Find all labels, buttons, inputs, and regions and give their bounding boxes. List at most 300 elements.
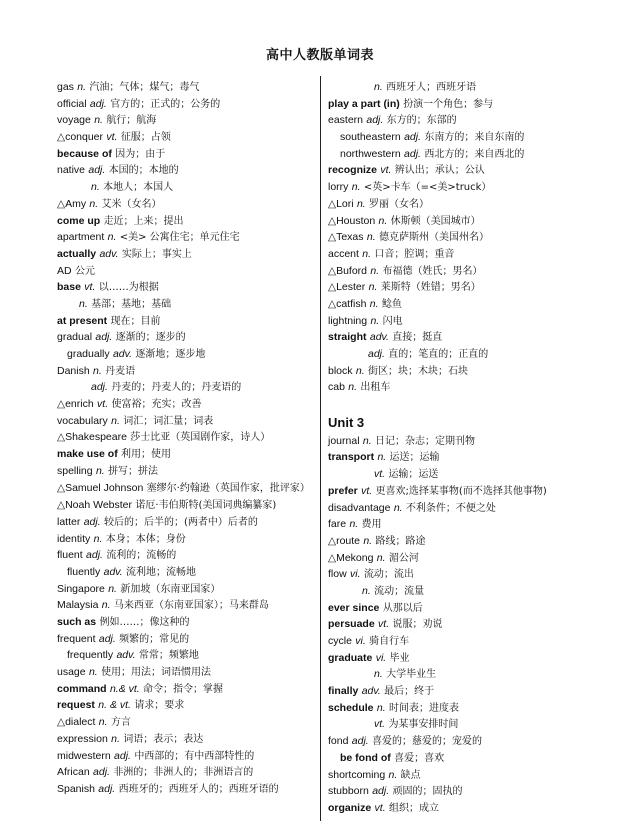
- definition: 官方的；正式的；公务的: [110, 98, 221, 110]
- part-of-speech: n.: [348, 381, 358, 394]
- headword: usage: [57, 666, 86, 679]
- vocab-entry: [328, 213, 598, 230]
- part-of-speech: vt.: [374, 801, 386, 814]
- vocab-entry: [328, 449, 598, 466]
- definition: 鲶鱼: [381, 298, 402, 310]
- definition: 逐渐的；逐步的: [115, 332, 186, 344]
- part-of-speech: adj.: [88, 164, 106, 177]
- left-column: [57, 79, 319, 798]
- part-of-speech: n.: [111, 414, 120, 427]
- definition: 最后；终于: [384, 686, 435, 698]
- headword: △Amy: [57, 197, 87, 210]
- right-column: [328, 79, 598, 817]
- headword: △dialect: [57, 716, 96, 729]
- vocab-entry: [57, 429, 319, 446]
- unit-heading: Unit 3: [328, 414, 365, 430]
- vocab-entry: [328, 683, 598, 700]
- part-of-speech: n.: [368, 281, 378, 294]
- vocab-entry: [328, 296, 598, 313]
- headword: expression: [57, 732, 108, 745]
- vocab-entry: [328, 263, 598, 280]
- headword: ever since: [328, 601, 380, 614]
- headword: come up: [57, 214, 101, 227]
- definition: 德克萨斯州（美国州名）: [378, 232, 489, 244]
- headword: fluently: [67, 565, 101, 578]
- headword: apartment: [57, 231, 105, 244]
- vocab-entry: [328, 146, 598, 163]
- vocab-entry: [57, 279, 319, 296]
- definition: 日记；杂志；定期刊物: [374, 435, 475, 447]
- definition: 西北方的；来自西北的: [424, 148, 525, 160]
- headword: △Samuel Johnson: [57, 481, 144, 494]
- definition: 词汇；词汇量；词表: [123, 415, 214, 427]
- column-divider: [320, 76, 321, 821]
- definition: 顽固的；固执的: [392, 786, 463, 798]
- vocab-entry: [328, 96, 598, 113]
- part-of-speech: adj.: [98, 782, 116, 795]
- vocab-entry: [328, 733, 598, 750]
- headword: fond: [328, 735, 349, 748]
- headword: △Buford: [328, 264, 368, 277]
- headword: voyage: [57, 114, 91, 127]
- part-of-speech: adj.: [98, 632, 116, 645]
- definition: 本国的；本地的: [108, 165, 179, 177]
- vocab-entry: [57, 313, 319, 330]
- headword: request: [57, 699, 95, 712]
- headword: △conquer: [57, 131, 104, 144]
- vocab-entry: [328, 162, 598, 179]
- definition: 扮演一个角色；参与: [403, 98, 494, 110]
- part-of-speech: adj.: [89, 97, 107, 110]
- part-of-speech: n.: [388, 768, 398, 781]
- definition: 新加坡（东南亚国家）: [120, 583, 221, 595]
- headword: spelling: [57, 464, 93, 477]
- definition: 马来西亚（东南亚国家）；马来群岛: [113, 600, 269, 612]
- definition: 航行；航海: [106, 115, 157, 127]
- part-of-speech: adj.: [351, 735, 369, 748]
- vocab-entry: [328, 246, 598, 263]
- vocab-entry: [328, 196, 598, 213]
- definition: 缺点: [400, 769, 421, 781]
- headword: frequently: [67, 649, 114, 662]
- definition: 闪电: [382, 315, 403, 327]
- headword: △Lori: [328, 197, 354, 210]
- headword: shortcoming: [328, 768, 386, 781]
- headword: disadvantage: [328, 501, 391, 514]
- part-of-speech: adv.: [361, 685, 381, 698]
- part-of-speech: adj.: [95, 331, 113, 344]
- vocab-entry: [328, 279, 598, 296]
- headword: △catfish: [328, 297, 367, 310]
- headword: gradually: [67, 348, 110, 360]
- vocab-entry: [328, 112, 598, 129]
- definition: 运送；运输: [389, 452, 440, 464]
- vocab-entry: [57, 480, 319, 498]
- definition: 直的；笔直的；正直的: [388, 349, 489, 360]
- part-of-speech: adj.: [372, 785, 390, 798]
- part-of-speech: n.: [376, 551, 386, 564]
- definition: 公元: [74, 265, 95, 277]
- part-of-speech: adj.: [404, 147, 421, 160]
- vocab-entry: [328, 483, 598, 500]
- headword: AD: [57, 264, 72, 277]
- headword: lightning: [328, 314, 368, 327]
- vocab-entry: [57, 296, 319, 313]
- headword: eastern: [328, 114, 364, 127]
- headword: southeastern: [340, 131, 401, 144]
- definition: 丹麦语: [105, 365, 136, 377]
- vocab-entry: [328, 783, 598, 800]
- definition: 逐渐地；逐步地: [135, 349, 206, 360]
- definition: <美> 公寓住宅；单元住宅: [119, 232, 240, 244]
- definition: 艾米（女名）: [101, 198, 162, 210]
- part-of-speech: adv.: [103, 565, 123, 578]
- part-of-speech: vi.: [350, 568, 361, 581]
- vocab-entry: [57, 631, 319, 648]
- part-of-speech: vi.: [375, 651, 387, 664]
- part-of-speech: n.: [98, 716, 108, 729]
- vocab-entry: [57, 664, 319, 681]
- headword: prefer: [328, 484, 358, 497]
- headword: △route: [328, 534, 361, 547]
- vocab-entry: [57, 731, 319, 748]
- definition: 流利的；流畅的: [106, 550, 177, 562]
- definition: 更喜欢;选择某事物(而不选择其他事物): [375, 485, 547, 497]
- headword: latter: [57, 515, 81, 528]
- definition: 布福德（姓氏；男名）: [382, 265, 483, 277]
- vocab-entry: [328, 716, 598, 733]
- part-of-speech: adj.: [404, 131, 421, 144]
- part-of-speech: n.: [378, 214, 388, 227]
- definition: 走近；上来；提出: [103, 215, 184, 227]
- part-of-speech: adj.: [83, 515, 101, 528]
- headword: Malaysia: [57, 599, 99, 612]
- part-of-speech: n.: [363, 534, 373, 547]
- headword: frequent: [57, 632, 96, 645]
- vocab-entry: [57, 96, 319, 113]
- spacer: [328, 396, 598, 413]
- part-of-speech: adj.: [366, 114, 384, 127]
- part-of-speech: n.: [88, 666, 98, 679]
- vocab-entry: [57, 79, 319, 96]
- vocab-entry: [57, 112, 319, 129]
- vocab-entry: [57, 781, 319, 798]
- definition: 从那以后: [382, 602, 423, 614]
- definition: 说服；劝说: [392, 619, 443, 631]
- definition: 费用: [361, 519, 382, 531]
- vocab-entry: [328, 129, 598, 146]
- definition: 流动；流量: [374, 585, 425, 597]
- part-of-speech: n.& vt.: [109, 682, 140, 695]
- part-of-speech: adj.: [114, 749, 131, 762]
- headword: northwestern: [340, 147, 401, 160]
- vocab-entry: [328, 313, 598, 330]
- part-of-speech: n.: [351, 181, 361, 194]
- definition: 毕业: [389, 652, 410, 664]
- vocab-entry: [328, 433, 598, 450]
- vocab-entry: [328, 500, 598, 517]
- headword: straight: [328, 331, 367, 344]
- part-of-speech: n.: [370, 314, 380, 327]
- vocab-entry: [57, 396, 319, 413]
- headword: block: [328, 364, 353, 377]
- vocab-entry: [57, 129, 319, 146]
- definition: 直接；挺直: [392, 332, 443, 344]
- part-of-speech: adv.: [116, 649, 136, 662]
- part-of-speech: adv.: [99, 247, 119, 260]
- definition: 非洲的；非洲人的；非洲语言的: [113, 767, 254, 779]
- headword: base: [57, 281, 81, 294]
- headword: transport: [328, 451, 375, 464]
- vocab-entry: [57, 514, 319, 531]
- part-of-speech: n.: [370, 264, 380, 277]
- part-of-speech: adj.: [91, 381, 108, 394]
- vocab-entry: [57, 413, 319, 430]
- part-of-speech: vt.: [106, 131, 118, 144]
- part-of-speech: vt.: [97, 398, 109, 411]
- headword: lorry: [328, 181, 349, 194]
- vocab-entry: [328, 583, 598, 600]
- definition: 利用；使用: [121, 449, 172, 461]
- part-of-speech: n.: [356, 197, 366, 210]
- definition: 休斯顿（美国城市）: [390, 215, 481, 227]
- definition: 流利地；流畅地: [126, 566, 197, 578]
- vocab-entry: [328, 79, 598, 96]
- headword: △Noah Webster: [57, 499, 132, 512]
- vocab-entry: [328, 600, 598, 617]
- vocab-entry: [328, 179, 598, 196]
- part-of-speech: vi.: [355, 635, 366, 647]
- definition: 拼写；拼法: [108, 465, 159, 477]
- vocab-entry: [57, 329, 319, 346]
- headword: be fond of: [340, 751, 391, 764]
- definition: 请求；要求: [134, 700, 185, 712]
- headword: stubborn: [328, 785, 369, 798]
- part-of-speech: vt.: [84, 281, 96, 294]
- vocab-entry: [57, 363, 319, 380]
- vocab-entry: [57, 379, 319, 396]
- part-of-speech: n.: [366, 231, 376, 244]
- headword: Singapore: [57, 582, 105, 595]
- vocab-entry: [57, 497, 319, 514]
- vocab-entry: [57, 614, 319, 631]
- vocab-entry: [328, 650, 598, 667]
- vocab-entry: [57, 764, 319, 781]
- headword: gas: [57, 81, 74, 93]
- part-of-speech: n. & vt.: [98, 699, 131, 712]
- definition: 街区；块；木块；石块: [367, 365, 468, 377]
- definition: 中西部的；有中西部特性的: [134, 750, 255, 762]
- definition: 不利条件；不便之处: [405, 502, 496, 514]
- definition: 较后的；后半的；(两者中）后者的: [103, 516, 258, 528]
- part-of-speech: adv.: [112, 348, 133, 360]
- definition: 现在；目前: [110, 315, 161, 327]
- vocab-entry: [328, 550, 598, 567]
- vocab-entry: [328, 767, 598, 784]
- headword: △Shakespeare: [57, 431, 127, 444]
- vocab-entry: [328, 666, 598, 683]
- headword: actually: [57, 247, 97, 260]
- headword: flow: [328, 568, 347, 581]
- vocab-entry: [57, 564, 319, 581]
- definition: 口音；腔调；重音: [374, 248, 455, 260]
- vocab-entry: [328, 229, 598, 246]
- headword: fluent: [57, 549, 83, 562]
- definition: 使富裕；充实；改善: [111, 399, 202, 411]
- part-of-speech: n.: [369, 297, 379, 310]
- headword: such as: [57, 616, 97, 629]
- vocab-entry: [57, 246, 319, 263]
- definition: 组织；成立: [388, 802, 439, 814]
- headword: fare: [328, 518, 347, 531]
- vocab-entry: [57, 597, 319, 614]
- definition: 汽油；气体；煤气；毒气: [89, 82, 200, 93]
- definition: 骑自行车: [369, 636, 410, 647]
- headword: Spanish: [57, 782, 95, 795]
- part-of-speech: n.: [377, 451, 387, 464]
- vocab-entry: [57, 196, 319, 213]
- vocab-entry: [57, 463, 319, 480]
- part-of-speech: vt.: [361, 484, 373, 497]
- headword: △Lester: [328, 281, 366, 294]
- headword: cycle: [328, 635, 352, 647]
- part-of-speech: vt.: [374, 468, 386, 481]
- headword: finally: [328, 685, 359, 698]
- part-of-speech: n.: [393, 501, 403, 514]
- definition: 塞缪尔·约翰逊（英国作家，批评家）: [146, 482, 310, 494]
- vocab-entry: [57, 531, 319, 548]
- headword: Danish: [57, 364, 90, 377]
- vocab-entry: [57, 547, 319, 564]
- part-of-speech: adj.: [86, 549, 103, 562]
- vocab-entry: [57, 263, 319, 280]
- definition: 东方的；东部的: [386, 115, 457, 127]
- definition: 词语；表示；表达: [123, 733, 204, 745]
- headword: △Houston: [328, 214, 376, 227]
- definition: 流动；流出: [363, 569, 414, 581]
- part-of-speech: vt.: [380, 164, 392, 177]
- definition: 因为；由于: [115, 148, 166, 160]
- part-of-speech: n.: [93, 364, 102, 377]
- part-of-speech: vt.: [378, 618, 390, 631]
- definition: 西班牙人；西班牙语: [386, 82, 477, 93]
- headword: graduate: [328, 651, 373, 664]
- vocab-entry: [57, 446, 319, 463]
- vocab-entry: [57, 346, 319, 363]
- part-of-speech: n.: [362, 584, 371, 597]
- vocab-entry: [57, 714, 319, 731]
- part-of-speech: adv.: [369, 331, 389, 344]
- definition: 为某事安排时间: [388, 719, 459, 731]
- definition: 例如……；像这种的: [99, 617, 190, 629]
- definition: 诺厄·韦伯斯特(美国词典编纂家): [135, 500, 277, 512]
- headword: cab: [328, 381, 345, 394]
- headword: command: [57, 682, 107, 695]
- headword: journal: [328, 434, 360, 447]
- headword: persuade: [328, 618, 375, 631]
- part-of-speech: n.: [355, 364, 365, 377]
- part-of-speech: n.: [376, 701, 386, 714]
- definition: 大学毕业生: [386, 669, 437, 681]
- headword: because of: [57, 147, 112, 160]
- vocab-entry: [57, 179, 319, 196]
- vocab-entry: [328, 633, 598, 650]
- headword: native: [57, 164, 86, 177]
- part-of-speech: n.: [101, 599, 111, 612]
- definition: 运输；运送: [388, 469, 439, 481]
- part-of-speech: n.: [93, 532, 103, 545]
- headword: play a part (in): [328, 97, 400, 110]
- vocab-entry: [328, 750, 598, 767]
- headword: midwestern: [57, 749, 111, 762]
- vocab-entry: [57, 229, 319, 246]
- definition: 本身；本体；身份: [105, 533, 186, 545]
- definition: 出租车: [360, 382, 391, 394]
- definition: 丹麦的；丹麦人的；丹麦语的: [111, 382, 242, 394]
- definition: 路线；路途: [375, 535, 426, 547]
- headword: organize: [328, 801, 372, 814]
- headword: △Mekong: [328, 551, 374, 564]
- definition: 西班牙的；西班牙人的；西班牙语的: [118, 783, 279, 795]
- vocab-entry: [57, 581, 319, 598]
- vocab-entry: [328, 616, 598, 633]
- part-of-speech: n.: [108, 582, 117, 595]
- part-of-speech: vt.: [374, 718, 386, 731]
- vocab-entry: [57, 681, 319, 698]
- definition: 时间表；进度表: [388, 702, 459, 714]
- headword: at present: [57, 314, 108, 327]
- definition: 罗丽（女名）: [369, 198, 430, 210]
- part-of-speech: n.: [374, 668, 383, 681]
- definition: 本地人；本国人: [103, 182, 174, 194]
- headword: accent: [328, 247, 359, 260]
- definition: 湄公河: [388, 552, 419, 564]
- part-of-speech: n.: [94, 114, 103, 127]
- vocab-entry: [328, 466, 598, 483]
- vocab-entry: [328, 533, 598, 550]
- part-of-speech: adj.: [93, 766, 110, 779]
- vocab-entry: [57, 748, 319, 765]
- definition: 莱斯特（姓错；男名）: [380, 282, 481, 294]
- part-of-speech: n.: [89, 197, 99, 210]
- part-of-speech: n.: [91, 181, 100, 194]
- headword: vocabulary: [57, 414, 108, 427]
- definition: 征服；占领: [120, 132, 171, 144]
- vocab-entry: [57, 697, 319, 714]
- vocab-entry: [328, 566, 598, 583]
- definition: 东南方的；来自东南的: [424, 132, 525, 144]
- vocab-entry: [328, 800, 598, 817]
- headword: gradual: [57, 331, 93, 344]
- part-of-speech: n.: [79, 297, 88, 310]
- part-of-speech: adj.: [368, 348, 385, 360]
- vocab-entry: [57, 146, 319, 163]
- definition: 常常；频繁地: [138, 650, 199, 662]
- headword: identity: [57, 532, 91, 545]
- definition: 实际上；事实上: [121, 248, 192, 260]
- headword: schedule: [328, 701, 374, 714]
- part-of-speech: n.: [77, 81, 87, 93]
- vocab-entry: [57, 647, 319, 664]
- vocab-entry: [57, 213, 319, 230]
- definition: <英>卡车（=<美>truck）: [363, 182, 492, 194]
- part-of-speech: n.: [362, 434, 372, 447]
- vocab-entry: [328, 516, 598, 533]
- definition: 使用；用法；词语惯用法: [101, 667, 212, 679]
- definition: 莎士比亚（英国剧作家，诗人）: [130, 432, 271, 444]
- part-of-speech: n.: [374, 81, 383, 93]
- headword: recognize: [328, 164, 378, 177]
